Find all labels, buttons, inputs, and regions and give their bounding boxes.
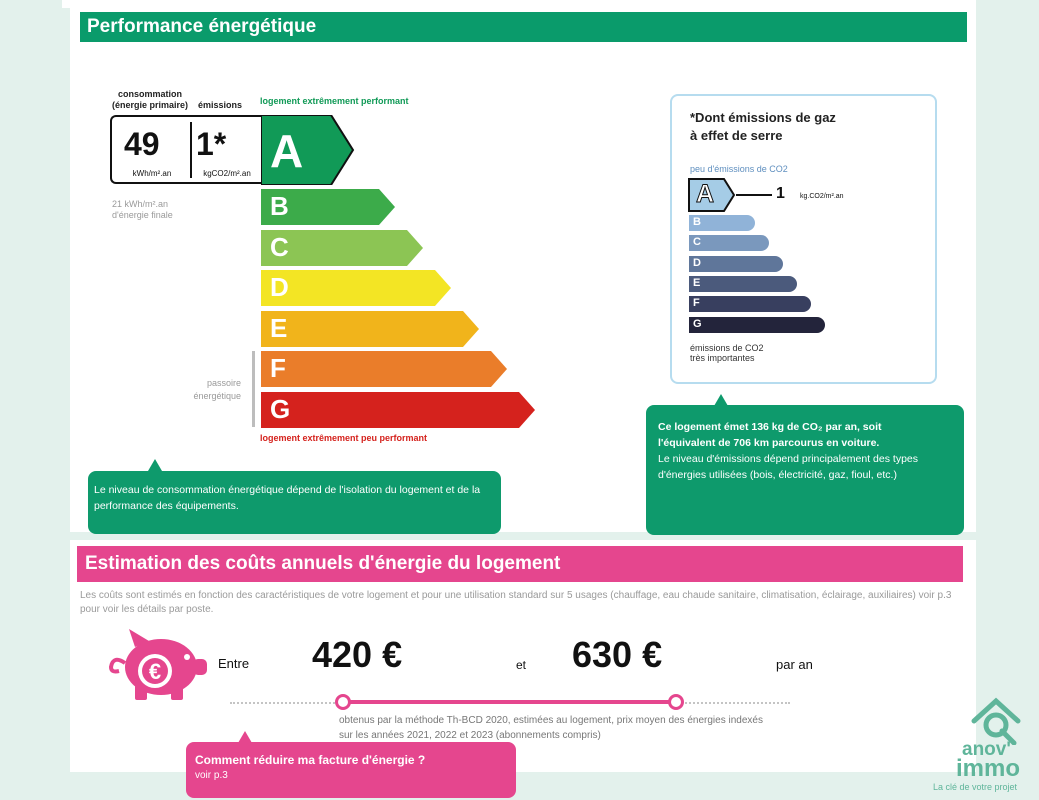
emissions-label: émissions (198, 100, 243, 110)
consumption-unit: kWh/m².an (132, 169, 172, 178)
piggy-bank-icon (107, 627, 211, 701)
dpe-class-letter-g: G (270, 393, 291, 424)
ges-info-bubble: Ce logement émet 136 kg de CO₂ par an, soit l'équivalent de 706 km parcourus en voiture. Le niveau d'émissions dépend principalement des types d'énergies utilisées (bois, électricité, gaz, fioul, etc.) (646, 405, 964, 535)
dpe-class-bar-e (261, 311, 479, 347)
costs-section-title: Estimation des coûts annuels d'énergie du logement (77, 546, 963, 582)
ges-value: 1 (776, 185, 785, 202)
ges-unit: kg.CO2/m².an (800, 193, 844, 200)
ges-class-bar-d (689, 256, 783, 272)
emissions-value: 1* (196, 126, 227, 162)
svg-text:€: € (148, 659, 162, 684)
dpe-rating-letter: A (270, 125, 304, 177)
dpe-class-letter-d: D (270, 272, 289, 302)
dpe-class-letter-b: B (270, 191, 289, 221)
ges-class-letter-g: G (693, 317, 702, 330)
logo-tagline: La clé de votre projet (933, 782, 1018, 792)
logo-name-top: anov' (962, 739, 1011, 760)
energy-info-bubble: Le niveau de consommation énergétique dépend de l'isolation du logement et de la performance des équipements. (88, 471, 501, 534)
ges-rating-letter: A (696, 180, 715, 208)
dpe-class-bar-d (261, 270, 451, 306)
between-label: Entre (218, 656, 250, 671)
emissions-unit: kgCO2/m².an (203, 169, 251, 178)
range-min-marker (335, 694, 351, 710)
reduce-bill-title: Comment réduire ma facture d'énergie ? (195, 753, 426, 767)
reduce-bill-bubble[interactable] (186, 742, 516, 798)
final-energy: 21 kWh/m².an d'énergie finale (112, 199, 173, 220)
passoire-label: passoire énergétique (193, 378, 241, 401)
top-performance-label: logement extrêmement performant (260, 96, 409, 106)
ges-class-bar-g (689, 317, 825, 333)
ges-high-label: émissions de CO2 très importantes (690, 343, 764, 363)
logo-name-bottom: immo (956, 755, 1021, 782)
min-cost: 420 € (312, 634, 403, 675)
ges-class-bar-f (689, 296, 811, 312)
reduce-bill-link[interactable]: voir p.3 (195, 770, 228, 781)
costs-intro: Les coûts sont estimés en fonction des caractéristiques de votre logement et pour une utilisation standard sur 5 usages (chauffage, eau chaude sanitaire, climatisation, éclairage, auxiliaires) voir p.3 pour voir les détails par poste. (80, 590, 952, 615)
dpe-class-letter-e: E (270, 312, 288, 343)
dpe-class-bar-f (261, 351, 507, 387)
ges-class-letter-d: D (693, 256, 701, 269)
dpe-class-letter-c: C (270, 231, 289, 262)
per-year-label: par an (776, 657, 813, 672)
dpe-class-bar-g (261, 392, 535, 428)
range-fill (343, 700, 676, 704)
ges-class-bar-c (689, 235, 769, 251)
ges-class-letter-c: C (693, 236, 701, 249)
and-label: et (516, 658, 527, 672)
method-note: obtenus par la méthode Th-BCD 2020, estimées au logement, prix moyen des énergies indexés sur les années 2021, 2022 et 2023 (abonnements compris) (339, 715, 763, 741)
range-max-marker (668, 694, 684, 710)
bottom-performance-label: logement extrêmement peu performant (260, 433, 428, 443)
ges-class-letter-b: B (693, 216, 701, 228)
ges-class-letter-e: E (693, 276, 701, 289)
consumption-value: 49 (124, 126, 160, 162)
consumption-label: consommation (énergie primaire) (111, 89, 189, 110)
ges-class-bar-e (689, 276, 797, 292)
ges-title: *Dont émissions de gaz à effet de serre (690, 110, 836, 143)
max-cost: 630 € (572, 634, 663, 675)
house-key-logo-icon (968, 697, 1024, 745)
ges-low-label: peu d'émissions de CO2 (690, 164, 788, 174)
ges-class-letter-f: F (693, 297, 700, 310)
ges-class-bar-b (689, 215, 755, 231)
energy-section-title: Performance énergétique (80, 12, 967, 42)
dpe-class-letter-f: F (270, 353, 286, 383)
passoire-bracket (252, 351, 255, 427)
